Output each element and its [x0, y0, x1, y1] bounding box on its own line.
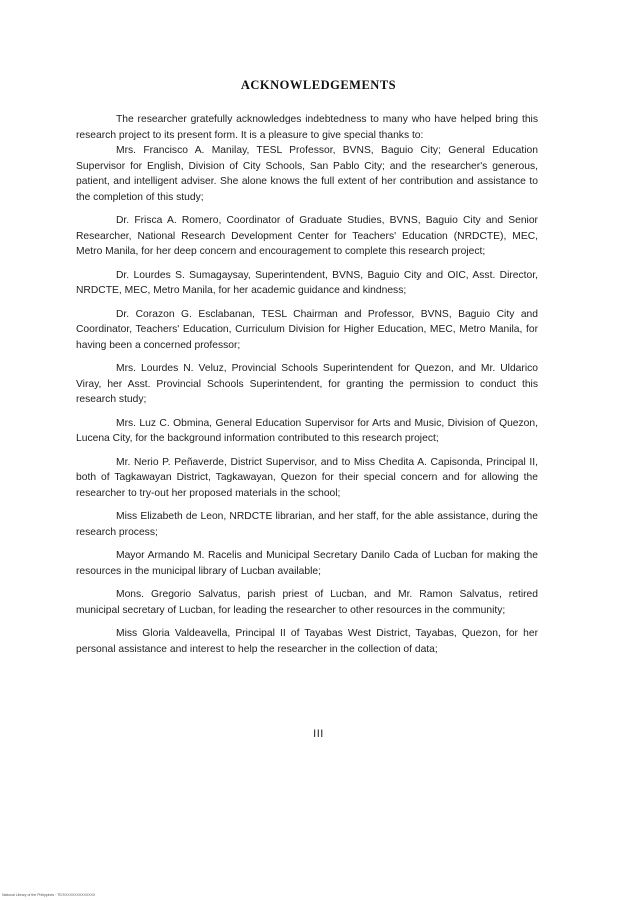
acknowledgement-paragraph: Mons. Gregorio Salvatus, parish priest of Lucban, and Mr. Ramon Salvatus, retired municipal secretary of Lucban, for leading the researcher to other resources in the community; — [76, 589, 538, 616]
acknowledgement-paragraph: Dr. Frisca A. Romero, Coordinator of Graduate Studies, BVNS, Baguio City and Senior Researcher, National Research Development Center for Teachers' Education (NRDCTE), MEC, Metro Manila, for her deep concern and encouragement to complete this research project; — [76, 215, 538, 257]
acknowledgement-paragraph: Dr. Corazon G. Esclabanan, TESL Chairman and Professor, BVNS, Baguio City and Coordinator, Teachers' Education, Curriculum Division for Higher Education, MEC, Metro Manila, for having been a concerned professor; — [76, 308, 538, 351]
page-number: III — [313, 728, 324, 740]
acknowledgement-paragraph: Mayor Armando M. Racelis and Municipal Secretary Danilo Cada of Lucban for making the resources in the municipal library of Lucban available; — [76, 550, 538, 577]
page-title: ACKNOWLEDGEMENTS — [240, 78, 397, 92]
acknowledgement-paragraph: Mr. Nerio P. Peñaverde, District Supervisor, and to Miss Chedita A. Capisonda, Principal II, both of Tagkawayan District, Tagkawayan, Quezon for their special concern and for allowing the researcher to try-out her proposed materials in the school; — [76, 456, 538, 499]
acknowledgement-paragraph: Mrs. Francisco A. Manilay, TESL Professor, BVNS, Baguio City; General Education Supervisor for English, Division of City Schools, San Pablo City; and the researcher's generous, patient, and intelligent adviser. She alone knows the full extent of her contribution and assistance to the completion of this study; — [76, 145, 538, 203]
scan-footer: National Library of the Philippines · TE/XXXXXXXXXXXXXX — [2, 893, 96, 897]
acknowledgement-paragraph: Miss Gloria Valdeavella, Principal II of Tayabas West District, Tayabas, Quezon, for her personal assistance and interest to help the researcher in the collection of data; — [76, 628, 538, 655]
acknowledgement-paragraph: Mrs. Lourdes N. Veluz, Provincial Schools Superintendent for Quezon, and Mr. Uldarico Viray, her Asst. Provincial Schools Superintendent, for granting the permission to conduct this research study; — [76, 363, 538, 405]
acknowledgement-paragraph: Dr. Lourdes S. Sumagaysay, Superintendent, BVNS, Baguio City and OIC, Asst. Director, NRDCTE, MEC, Metro Manila, for her academic guidance and kindness; — [76, 269, 538, 296]
acknowledgement-paragraph: Miss Elizabeth de Leon, NRDCTE librarian, and her staff, for the able assistance, during the research process; — [76, 511, 538, 538]
acknowledgement-paragraph: Mrs. Luz C. Obmina, General Education Supervisor for Arts and Music, Division of Quezon, Lucena City, for the background information contributed to this research project; — [76, 417, 538, 444]
intro-paragraph: The researcher gratefully acknowledges indebtedness to many who have helped bring this research project to its present form. It is a pleasure to give special thanks to: — [76, 114, 538, 141]
acknowledgement-body — [76, 112, 538, 665]
